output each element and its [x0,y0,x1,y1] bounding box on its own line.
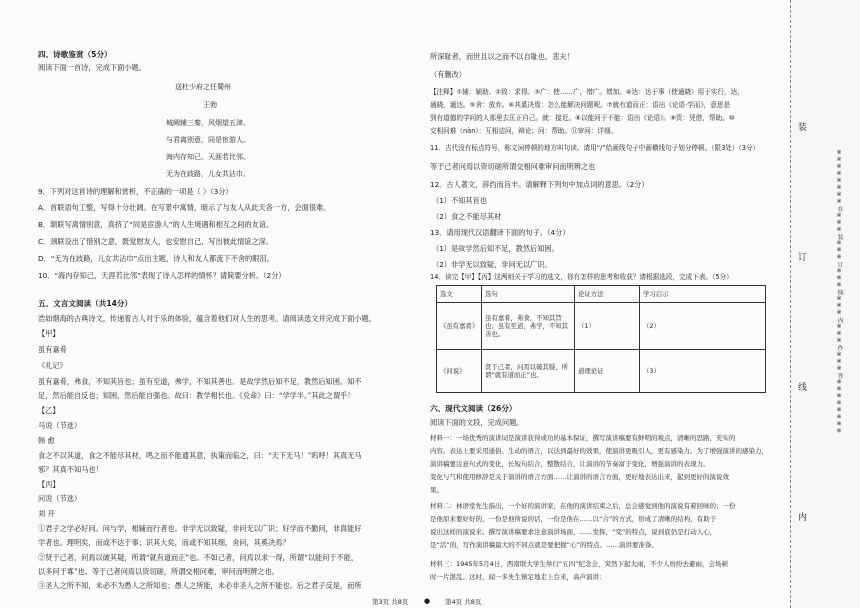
page-number-left: 第3页 共8页 [372,598,409,606]
section6-title: 六、现代文阅读（26分） [430,404,517,413]
section5-title: 五、文言文阅读（共14分） [38,299,133,308]
table-cell-method[interactable]: （1） [575,303,640,350]
poem-line: 城阙辅三秦，风烟望五津。 [166,119,250,127]
abridged-note: （有删改） [430,70,466,79]
poem-title: 送杜少府之任蜀州 [175,83,231,91]
jia-label: 【甲】 [38,329,60,338]
material3-line: 时一片混乱。这时，闻一多先生镇定地走上台来，高声演讲： [430,573,606,581]
jia-subtitle: 虽有嘉肴 [38,345,67,354]
binding-label: 装 [798,123,808,133]
q9-option-a: A．首联语句工整，写得十分壮阔。在写景中寓情，暗示了与友人从此天各一方，会面很难。 [38,203,331,212]
jia-source: 《礼记》 [38,361,67,370]
annotation-line: 【注释】①辅：辅助。②致：求得。③广：使……广，增广。增加。④达：达于事（使通晓）用于实行，达， [430,88,744,96]
sealing-line-notice: ※※※※※※※※在※※※装※※※订※※※线※※※内※※※作※※※答※※※※※※※※ [836,150,842,436]
passage-continuation: 所深耻者，而世且以之而不以自耻也，悲夫！ [430,52,574,61]
q9-option-b: B．颔联写离情别意，真挤了“同是宦游人”的人生境遇和相互之间的友谊。 [38,220,274,229]
annotation-line: 交相问难（nàn）：互相诘问，辩论；问：帮助。⑪审问：详细。 [430,127,618,135]
table-cell-insight[interactable]: （2） [640,303,766,350]
annotation-line: 到有道德的学问的人那里去匡正自己。就：接近。⑧以能问于不能：语出《论语》。⑨资：凭借，帮助。⑩ [430,114,735,122]
table-cell-source: 《虽有嘉肴》 [437,303,482,350]
table-cell-sentence: 贤于己者，问焉以破其疑，所谓“就有道而正”也。 [482,350,575,393]
material2-line: 是“活”的，写作演讲稿最大的不同点就是要把握“心”的特点。……演讲要准备。 [430,541,658,549]
table-header: 选句 [482,286,575,303]
bing-author: 刘 开 [38,509,55,518]
bing-text-line: ②贤于己者，问焉以破其疑，所谓“就有道而正”也。不如己者，问焉以求一得，所谓“以能问于不能， [38,553,359,562]
yi-author: 韩 愈 [38,436,55,445]
q14-answer-table [436,285,766,393]
q9-option-c: C．颈联设出了惜别之意，既觉慰友人，也安慰自己，写出彼此情谊之深。 [38,237,274,246]
question-9: 9．下列对这首诗的理解和赏析，不正确的一项是（ ）（3分） [38,187,233,196]
section4-intro: 阅读下面一首诗，完成下面小题。 [38,63,146,72]
bing-label: 【丙】 [38,480,60,489]
question-10: 10．“海内存知己，天涯若比邻”表现了诗人怎样的情怀？请简要分析。（2分） [38,271,286,280]
q12-item: （1）不知其旨也 [432,196,487,205]
bing-text-line: 学者也。理明矣，而或不达于事；识其大矣，而或不知其细，舍问，其奚决焉？ [38,538,290,547]
bing-subtitle: 问说（节选） [38,494,82,503]
bing-text-line: 以多问于寡”也。等于己者问焉以资切磋，所谓交相问难，审问而明辨之也。 [38,567,279,576]
material2-line: 是他原来要好好的，一份是他所说的话，一份是他在……以“合”的方式，形成了清晰的结构，有助于 [430,515,717,523]
question-11: 11．古代没有标点符号，称文词停顿的地方叫句读。请用“/”给画线句子中画横线句子划分停顿。（限3处）（3分） [430,144,760,152]
table-cell-insight[interactable]: （3） [640,350,766,393]
poem-line: 海内存知己，天涯若比邻。 [166,153,250,161]
jia-text-line: 足，然后能自反也；知困，然后能自强也。故曰：教学相长也。《兑命》曰：“学学半。”其此之谓乎！ [38,391,355,400]
yi-text-line: 邪？其真不知马也！ [38,465,103,474]
material1-line: 果。 [430,486,443,494]
jia-text-line: 虽有嘉肴，弗食，不知其旨也；虽有至道，弗学，不知其善也。是故学然后知不足，教然后知困。知不 [38,377,362,386]
table-cell-method: 道理论证 [575,350,640,393]
table-header-row [437,286,766,303]
material1-line: 材料一：一场优秀的演讲词是演讲获得成功的基本保证，撰写演讲稿要有鲜明的观点，清晰的思路，充实的 [430,434,736,442]
poem-line: 无为在歧路，儿女共沾巾。 [166,170,250,178]
section4-title: 四、诗歌鉴赏（5分） [38,50,112,59]
poem-author: 王勃 [203,101,217,109]
section5-intro: 浩如烟海的古典诗文，传递着古人对于乐的体验，蕴含着他们对人生的思考。请阅读选文并完成下面小题。 [38,314,376,323]
binding-label: 内 [798,513,808,523]
material2-line: 材料二：林语堂先生指出，一个好的演讲家，在他的演讲结束之后，总会感觉到他的演说有着回味的；一份 [430,502,736,510]
table-header: 学习启示 [640,286,766,303]
yi-subtitle: 马说（节选） [38,421,82,430]
annotation-line: 通晓，通达。⑤舍：放弃。⑥其奚决焉：怎么能解决问题呢。⑦就有道而正：语出《论语·学而》，意思是 [430,101,731,109]
q9-option-d: D．“无为在歧路，儿女共沾巾”点出主题，诗人和友人都流下不舍的眼泪。 [38,254,274,263]
question-12: 12．古人著文，辞约而旨丰。请解释下列句中加点词的意思。（2分） [430,180,649,189]
binding-label: 订 [798,253,808,263]
yi-text-line: 食之不以其道，食之不能尽其材，鸣之而不能通其意，执策而临之，曰：“天下无马！”呜呼！其真无马 [38,451,362,460]
q11-sentence: 等于己者问焉以资切磋所谓交相问难审问而明辨之也 [430,162,596,171]
poem-line: 与君离别意，同是宦游人。 [166,136,250,144]
table-cell-sentence: 虽有嘉肴，弗食，不知其旨也；虽有至道，弗学，不知其善也。 [482,303,575,350]
bing-text-line: ①君子之学必好问。问与学，相辅而行者也。非学无以致疑，非问无以广识；好学而不勤问，非真能好 [38,524,362,533]
material2-line: 说出这样的演说来。撰写演讲稿要求注意演讲场面，……发挥，“变”的特点，说到底仍是打动人心， [430,528,717,536]
yi-label: 【乙】 [38,406,60,415]
q13-item: （1）是故学然后知不足，教然后知困。 [432,244,559,253]
bing-text-line: ③圣人之所不知，未必不为愚人之所知也；愚人之所能，未必非圣人之所不能也。后之君子反是，而所 [38,581,362,590]
left-page [0,0,420,608]
q12-item: （2）食之不能尽其材 [432,212,502,221]
q13-item: （2）非学无以致疑，非问无以广识。 [432,260,552,269]
question-14: 14．读完【甲】【丙】这两则关于学习的选文，你有怎样的思考和收获？请根据选段，完成下表。（5分） [430,273,733,281]
table-header: 论证方法 [575,286,640,303]
table-row [437,303,766,350]
material1-line: 内容。表达上要采用通俗、生动的语言，以达到最好的效果，使演讲更吸引人，更有感染力。为了增强演讲的感染力， [430,447,768,455]
table-row [437,350,766,393]
page-number-right: 第4页 共8页 [445,598,482,606]
page-center-dot: ● [424,597,431,605]
question-13: 13．请用现代汉语翻译下面的句子。（4分） [430,228,570,237]
binding-label: 线 [798,383,808,393]
material1-line: 变化与气和使用修辞是关于演讲的语言方面……让演讲的语言方面，更好地表达出来，起到更好的演说效 [430,473,729,481]
section6-intro: 阅读下面的文段，完成问题。 [430,418,524,427]
table-header: 选文 [437,286,482,303]
table-cell-source: 《问说》 [437,350,482,393]
material1-line: 演讲稿要注意句式的变化，长短句结合，整散结合，让演讲的节奏富于变化，增强演讲的表现力。 [430,460,710,468]
material3-line: 材料三：1945年5月4日，西南联大学生举行“五四”纪念会，突然下起大雨，不少人纷纷去避雨，会场顿 [430,560,729,568]
